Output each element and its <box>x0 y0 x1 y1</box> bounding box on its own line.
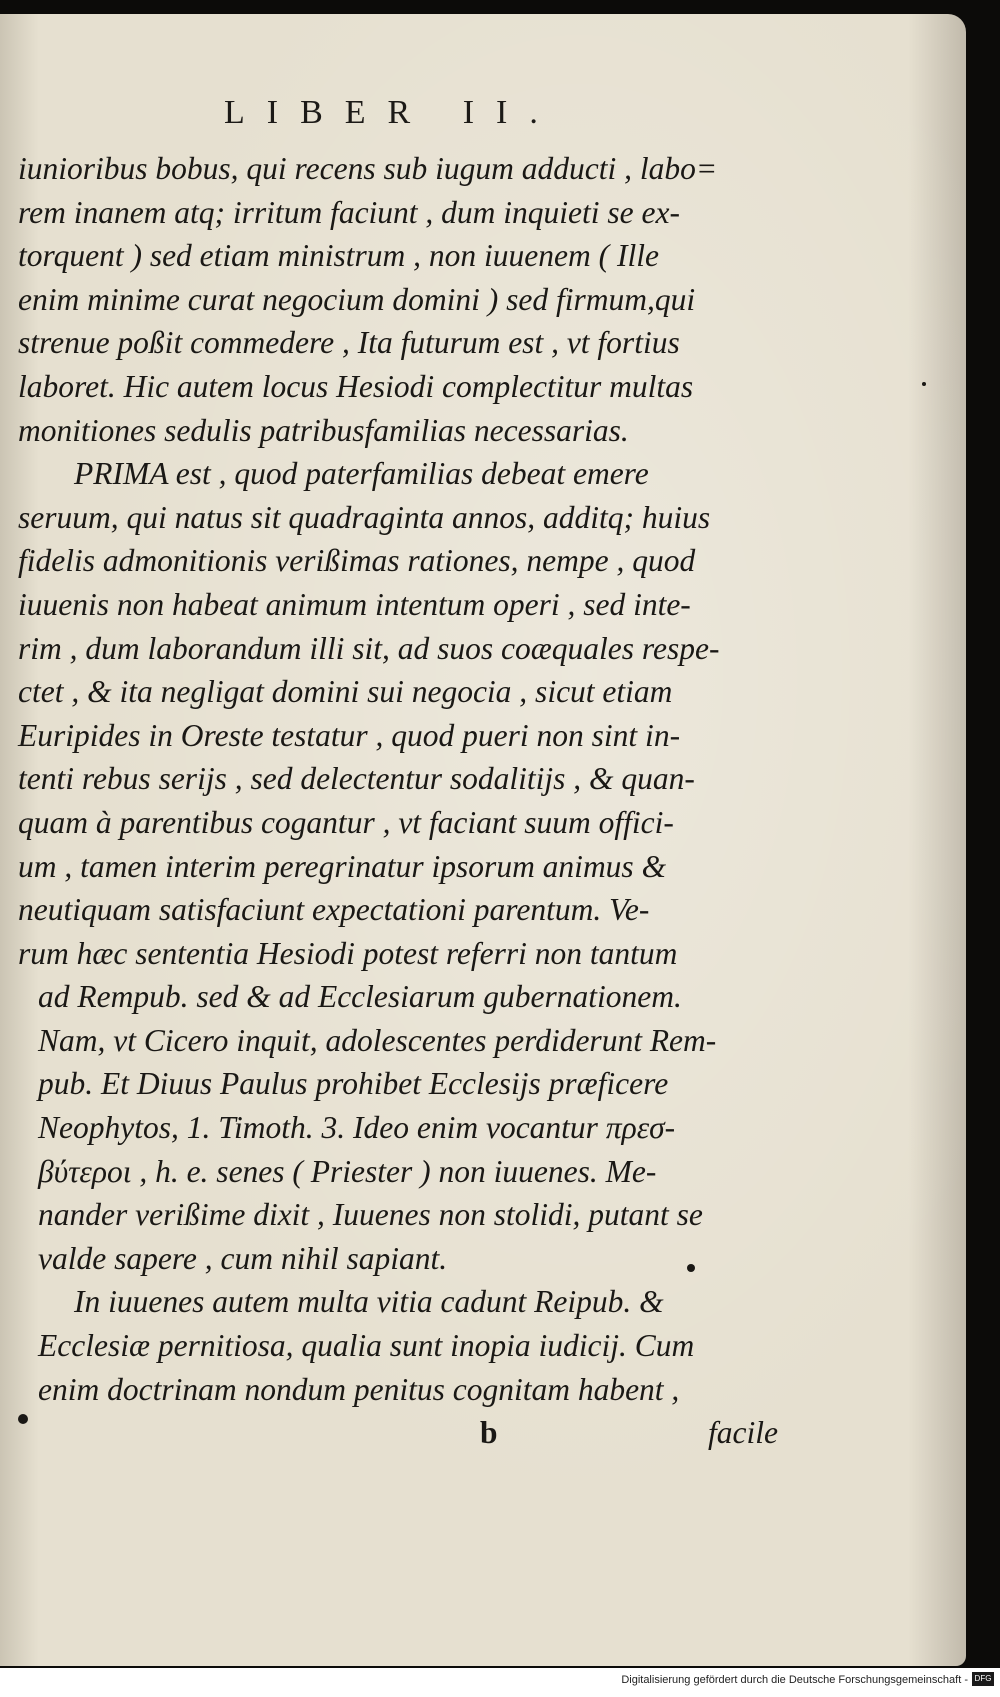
digitization-footer <box>0 1668 1000 1697</box>
text-line: Ecclesiæ pernitiosa, qualia sunt inopia iudicij. Cum <box>38 1328 695 1364</box>
running-head: LIBER II. <box>224 94 560 131</box>
text-line: Nam, vt Cicero inquit, adolescentes perdiderunt Rem- <box>38 1022 717 1058</box>
text-line: ad Rempub. sed & ad Ecclesiarum gubernationem. <box>38 979 682 1015</box>
text-line: torquent ) sed etiam ministrum , non iuuenem ( Ille <box>18 238 659 274</box>
text-line: monitiones sedulis patribusfamilias necessarias. <box>18 412 629 448</box>
text-line: tenti rebus serijs , sed delectentur sodalitijs , & quan- <box>18 761 695 797</box>
text-line: In iuuenes autem multa vitia cadunt Reipub. & <box>74 1284 664 1320</box>
text-line: rem inanem atq; irritum faciunt , dum inquieti se ex- <box>18 194 680 230</box>
text-line: rum hæc sententia Hesiodi potest referri non tantum <box>18 935 678 971</box>
text-line: PRIMA est , quod paterfamilias debeat emere <box>74 456 649 492</box>
text-line: pub. Et Diuus Paulus prohibet Ecclesijs præficere <box>38 1066 669 1102</box>
ink-speck <box>687 1264 695 1272</box>
text-line: nander verißime dixit , Iuuenes non stolidi, putant se <box>38 1197 703 1233</box>
ink-speck <box>922 382 926 386</box>
text-line: enim minime curat negocium domini ) sed firmum,qui <box>18 281 696 317</box>
text-line: βύτεροι , h. e. senes ( Priester ) non iuuenes. Me- <box>38 1153 657 1189</box>
text-line: seruum, qui natus sit quadraginta annos, additq; huius <box>18 499 711 535</box>
book-page <box>0 14 966 1666</box>
text-line: fidelis admonitionis verißimas rationes, nempe , quod <box>18 543 696 579</box>
text-line: Euripides in Oreste testatur , quod pueri non sint in- <box>18 717 681 753</box>
text-line: iunioribus bobus, qui recens sub iugum adducti , labo= <box>18 151 718 186</box>
text-line: enim doctrinam nondum penitus cognitam habent , <box>38 1371 680 1407</box>
text-line: iuuenis non habeat animum intentum operi , sed inte- <box>18 586 691 622</box>
text-line: Neophytos, 1. Timoth. 3. Ideo enim vocantur πρεσ- <box>38 1110 676 1146</box>
text-line: ctet , & ita negligat domini sui negocia , sicut etiam <box>18 674 673 710</box>
text-line: strenue poßit commedere , Ita futurum est , vt fortius <box>18 325 680 361</box>
page-foot-line <box>18 1411 788 1455</box>
ink-speck <box>18 1414 28 1424</box>
text-line: um , tamen interim peregrinatur ipsorum animus & <box>18 848 667 884</box>
text-line: rim , dum laborandum illi sit, ad suos coæquales respe- <box>18 630 720 666</box>
signature-mark: b <box>480 1415 498 1451</box>
text-line: laboret. Hic autem locus Hesiodi complectitur multas <box>18 368 694 404</box>
catchword: facile <box>708 1415 778 1451</box>
text-line: neutiquam satisfaciunt expectationi parentum. Ve- <box>18 892 650 928</box>
text-line: quam à parentibus cogantur , vt faciant suum offici- <box>18 804 674 840</box>
body-text <box>18 147 788 1455</box>
text-line: valde sapere , cum nihil sapiant. <box>38 1240 448 1276</box>
funding-note: Digitalisierung gefördert durch die Deutsche Forschungsgemeinschaft - <box>621 1674 968 1686</box>
dfg-logo: DFG <box>972 1672 994 1686</box>
